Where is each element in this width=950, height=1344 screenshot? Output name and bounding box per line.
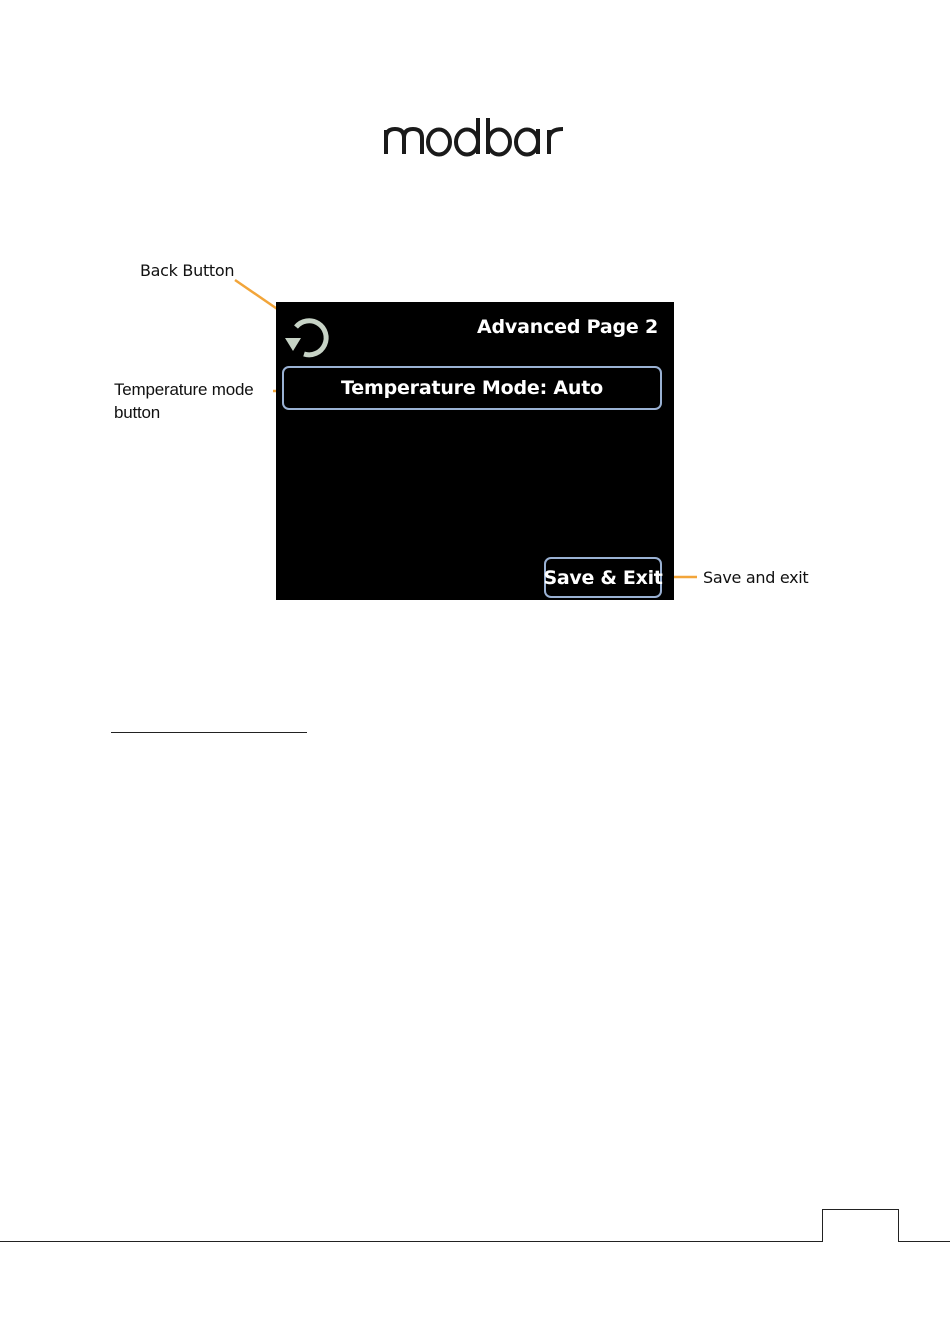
modbar-logo-mark — [383, 116, 569, 160]
save-exit-button[interactable]: Save & Exit — [544, 557, 662, 598]
save-exit-annotation: Save and exit — [703, 568, 809, 587]
footer-rule — [0, 1241, 950, 1242]
back-button[interactable] — [282, 310, 334, 362]
temperature-mode-annotation-line2: button — [114, 403, 161, 422]
footnote-separator — [111, 732, 307, 733]
modbar-logo — [383, 116, 569, 160]
refresh-back-icon — [282, 310, 334, 362]
screen-title: Advanced Page 2 — [477, 316, 658, 338]
temperature-mode-annotation — [114, 378, 253, 424]
device-screen — [276, 302, 674, 600]
back-button-annotation: Back Button — [140, 261, 235, 280]
page-number-box — [822, 1209, 899, 1242]
temperature-mode-button[interactable]: Temperature Mode: Auto — [282, 366, 662, 410]
temperature-mode-annotation-line1: Temperature mode — [114, 380, 254, 399]
